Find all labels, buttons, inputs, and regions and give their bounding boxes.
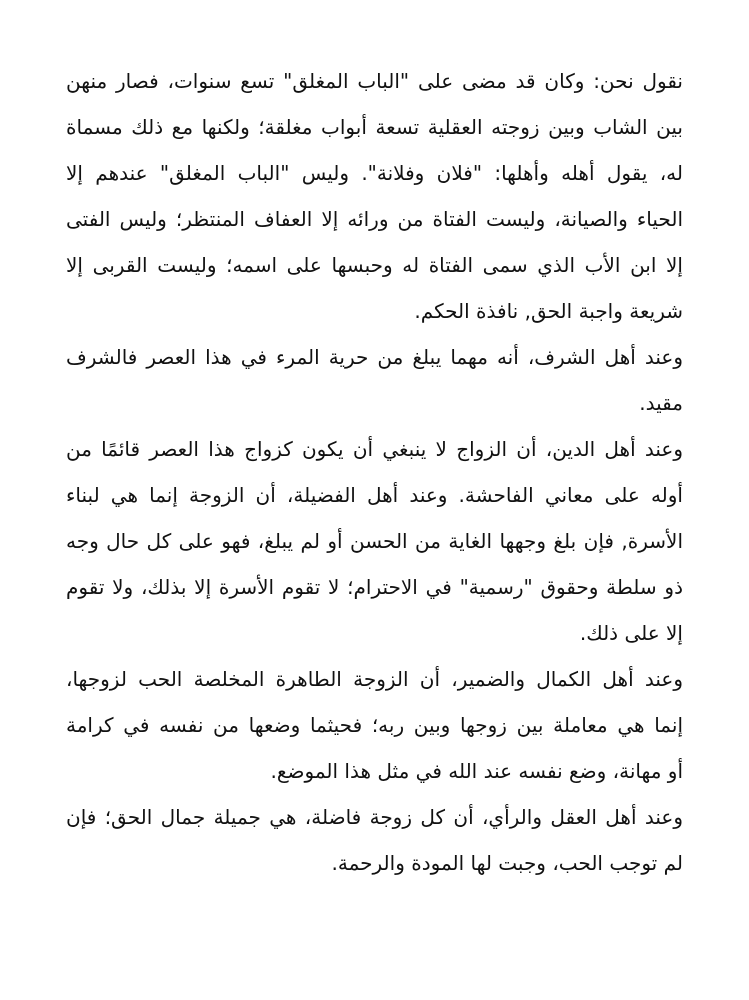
text-line: شريعة واجبة الحق, نافذة الحكم.: [414, 299, 683, 323]
text-line: إنما هي معاملة بين زوجها وبين ربه؛ فحيثما وضعها من نفسه في كرامة: [66, 713, 683, 737]
text-line: وعند أهل الكمال والضمير، أن الزوجة الطاهرة المخلصة الحب لزوجها،: [66, 667, 683, 691]
text-line: وعند أهل العقل والرأي، أن كل زوجة فاضلة، هي جميلة جمال الحق؛ فإن: [66, 805, 683, 829]
text-line: أو مهانة، وضع نفسه عند الله في مثل هذا الموضع.: [270, 759, 683, 783]
text-line: أوله على معاني الفاحشة. وعند أهل الفضيلة، أن الزوجة إنما هي لبناء: [66, 483, 683, 507]
text-line: إلا على ذلك.: [579, 621, 683, 645]
paragraph-1: [66, 58, 683, 334]
text-line: الحياء والصيانة، وليست الفتاة من ورائه إلا العفاف المنتظر؛ وليس الفتى: [66, 207, 683, 231]
text-line: الأسرة, فإن بلغ وجهها الغاية من الحسن أو لم يبلغ، فهو على كل حال وجه: [66, 529, 683, 553]
text-line: مقيد.: [639, 391, 683, 415]
document-page: [66, 58, 683, 886]
paragraph-4: [66, 656, 683, 794]
paragraph-5: [66, 794, 683, 886]
text-line: وعند أهل الشرف، أنه مهما يبلغ من حرية المرء في هذا العصر فالشرف: [66, 345, 683, 369]
paragraph-3: [66, 426, 683, 656]
text-line: ذو سلطة وحقوق "رسمية" في الاحترام؛ لا تقوم الأسرة إلا بذلك، ولا تقوم: [66, 575, 683, 599]
text-line: نقول نحن: وكان قد مضى على "الباب المغلق" تسع سنوات، فصار منهن: [66, 69, 683, 93]
text-line: وعند أهل الدين، أن الزواج لا ينبغي أن يكون كزواج هذا العصر قائمًا من: [66, 437, 683, 461]
text-line: بين الشاب وبين زوجته العقلية تسعة أبواب مغلقة؛ ولكنها مع ذلك مسماة: [66, 115, 683, 139]
text-line: إلا ابن الأب الذي سمى الفتاة له وحبسها على اسمه؛ وليست القربى إلا: [66, 253, 683, 277]
text-line: له، يقول أهله وأهلها: "فلان وفلانة". وليس "الباب المغلق" عندهم إلا: [66, 161, 683, 185]
paragraph-2: [66, 334, 683, 426]
text-line: لم توجب الحب، وجبت لها المودة والرحمة.: [331, 851, 683, 875]
